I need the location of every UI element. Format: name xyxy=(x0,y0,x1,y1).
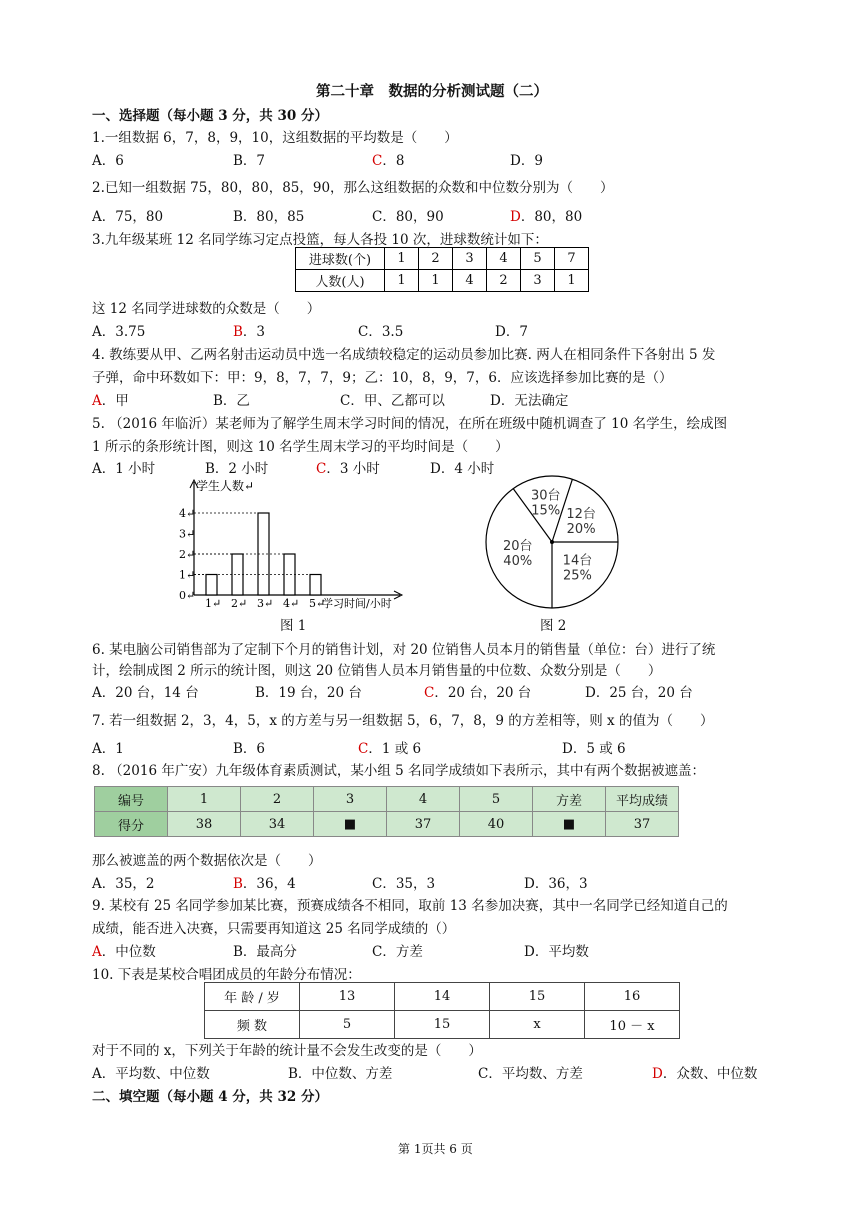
q10-option-c: C．平均数、方差 xyxy=(478,1066,583,1082)
question-10-stem: 10. 下表是某校合唱团成员的年龄分布情况： xyxy=(92,967,361,983)
pie-center-dot xyxy=(550,540,554,544)
question-5-line1: 5. （2016 年临沂）某老师为了解学生周末学习时间的情况，在所在班级中随机调查了 10 名学生，绘成图 xyxy=(92,416,728,432)
question-4-line1: 4. 教练要从甲、乙两名射击运动员中选一名成绩较稳定的运动员参加比赛. 两人在相同条件下各射出 5 发 xyxy=(92,347,716,363)
question-6-line2: 计，绘制成图 2 所示的统计图，则这 20 位销售人员本月销售量的中位数、众数分别是（ ） xyxy=(92,663,662,679)
q4-option-c: C．甲、乙都可以 xyxy=(340,393,445,409)
answer-mark: B xyxy=(233,324,243,340)
figure-1-caption: 图 1 xyxy=(280,618,307,634)
pie-slice-percent: 20% xyxy=(566,521,596,537)
pie-slice-percent: 25% xyxy=(563,568,592,584)
section-heading-choice: 一、选择题（每小题 3 分，共 30 分） xyxy=(92,108,328,124)
q5-option-b: B．2 小时 xyxy=(205,461,269,477)
q2-option-d: D．80，80 xyxy=(510,209,583,225)
q9-option-b: B．最高分 xyxy=(233,944,297,960)
q6-option-c: C．20 台，20 台 xyxy=(424,685,532,701)
q10-table: 年 龄 / 岁 13 14 15 16 频 数 5 15 x 10 － x xyxy=(204,982,680,1039)
question-3-stem: 3.九年级某班 12 名同学练习定点投篮，每人各投 10 次，进球数统计如下： xyxy=(92,232,548,248)
q1-option-d: D．9 xyxy=(510,153,543,169)
answer-mark: A xyxy=(92,944,102,960)
pie-slice-label: 12台 xyxy=(566,506,596,522)
question-6-line1: 6. 某电脑公司销售部为了定制下个月的销售计划，对 20 位销售人员本月的销售量（单位：台）进行了统 xyxy=(92,642,716,658)
q10-option-d: D．众数、中位数 xyxy=(652,1066,758,1082)
bar xyxy=(232,554,243,595)
question-1-stem: 1.一组数据 6，7，8，9，10，这组数据的平均数是（ ） xyxy=(92,130,458,146)
question-8-stem: 8. （2016 年广安）九年级体育素质测试，某小组 5 名同学成绩如下表所示，其中有两个数据被遮盖： xyxy=(92,763,705,779)
q5-option-d: D．4 小时 xyxy=(430,461,495,477)
y-tick-label: 2↵ xyxy=(179,548,196,561)
q8-option-a: A．35，2 xyxy=(92,876,155,892)
q9-option-c: C．方差 xyxy=(372,944,423,960)
q8-question: 那么被遮盖的两个数据依次是（ ） xyxy=(92,853,322,869)
q3-option-a: A．3.75 xyxy=(92,324,146,340)
pie-slice-label: 30台 xyxy=(530,488,561,504)
pie-slice-percent: 15% xyxy=(531,503,561,519)
q8-option-d: D．36，3 xyxy=(524,876,588,892)
question-4-line2: 子弹，命中环数如下：甲：9，8，7，7，9；乙：10，8，9，7，6．应该选择参加比赛的是（） xyxy=(92,370,673,386)
q1-option-a: A．6 xyxy=(92,153,124,169)
q7-option-a: A．1 xyxy=(92,741,124,757)
q8-option-b: B．36，4 xyxy=(233,876,296,892)
q6-option-d: D．25 台，20 台 xyxy=(585,685,693,701)
q5-option-a: A．1 小时 xyxy=(92,461,156,477)
q2-option-c: C．80，90 xyxy=(372,209,444,225)
q6-option-b: B．19 台，20 台 xyxy=(255,685,362,701)
answer-mark: C xyxy=(316,461,327,477)
q7-option-c: C．1 或 6 xyxy=(358,741,422,757)
answer-mark: D xyxy=(510,209,521,225)
answer-mark: C xyxy=(424,685,435,701)
q2-option-b: B．80，85 xyxy=(233,209,305,225)
question-2-stem: 2.已知一组数据 75，80，80，85，90，那么这组数据的众数和中位数分别为（ ） xyxy=(92,180,614,196)
answer-mark: B xyxy=(233,876,243,892)
x-axis-label: 学习时间/小时 xyxy=(322,597,392,610)
bar xyxy=(284,554,295,595)
figure-2-caption: 图 2 xyxy=(540,618,567,634)
q7-option-b: B．6 xyxy=(233,741,266,757)
q3-question: 这 12 名同学进球数的众数是（ ） xyxy=(92,301,321,317)
y-tick-label: 3↵ xyxy=(179,527,196,541)
q8-option-c: C．35，3 xyxy=(372,876,436,892)
answer-mark: D xyxy=(652,1066,663,1082)
q4-option-a: A．甲 xyxy=(92,393,129,409)
q1-option-b: B．7 xyxy=(233,153,266,169)
question-7-stem: 7. 若一组数据 2，3，4，5，x 的方差与另一组数据 5，6，7，8，9 的方差相等，则 x 的值为（ ） xyxy=(92,713,714,729)
x-tick-label: 1↵ xyxy=(205,597,222,610)
question-5-line2: 1 所示的条形统计图，则这 10 名学生周末学习的平均时间是（ ） xyxy=(92,439,509,455)
answer-mark: C xyxy=(372,153,383,169)
q10-option-a: A．平均数、中位数 xyxy=(92,1066,210,1082)
q3-option-d: D．7 xyxy=(495,324,528,340)
page-footer: 第 1页共 6 页 xyxy=(398,1142,473,1156)
q4-option-b: B．乙 xyxy=(213,393,250,409)
page-title: 第二十章 数据的分析测试题（二） xyxy=(316,83,548,100)
q9-option-a: A．中位数 xyxy=(92,944,156,960)
q6-option-a: A．20 台，14 台 xyxy=(92,685,199,701)
figure-1-bar-chart xyxy=(172,476,412,611)
q2-option-a: A．75，80 xyxy=(92,209,164,225)
q3-option-c: C．3.5 xyxy=(358,324,404,340)
answer-mark: C xyxy=(358,741,369,757)
q3-table: 进球数(个) 1 2 3 4 5 7 人数(人) 1 1 4 2 3 1 xyxy=(295,247,589,292)
y-tick-label: 0↵ xyxy=(179,589,196,602)
q10-question: 对于不同的 x，下列关于年龄的统计量不会发生改变的是（ ） xyxy=(92,1043,482,1059)
figure-2-pie-chart xyxy=(484,474,624,614)
section-heading-fill: 二、填空题（每小题 4 分，共 32 分） xyxy=(92,1089,328,1105)
q1-option-c: C．8 xyxy=(372,153,405,169)
y-tick-label: 1↵ xyxy=(179,568,196,582)
bar xyxy=(206,575,217,596)
q9-option-d: D．平均数 xyxy=(524,944,589,960)
pie-slice-percent: 40% xyxy=(503,554,533,570)
y-axis-label: 学生人数↵ xyxy=(196,479,255,493)
answer-mark: A xyxy=(92,393,102,409)
q7-option-d: D．5 或 6 xyxy=(562,741,626,757)
question-9-line1: 9. 某校有 25 名同学参加某比赛，预赛成绩各不相同，取前 13 名参加决赛，其中一名同学已经知道自己的 xyxy=(92,898,728,914)
pie-slice-label: 14台 xyxy=(562,553,593,569)
x-tick-label: 3↵ xyxy=(257,597,274,610)
q4-option-d: D．无法确定 xyxy=(490,393,569,409)
pie-slice-label: 20台 xyxy=(502,539,533,555)
q10-option-b: B．中位数、方差 xyxy=(288,1066,393,1082)
x-tick-label: 2↵ xyxy=(231,597,248,610)
q3-option-b: B．3 xyxy=(233,324,266,340)
x-tick-label: 5↵ xyxy=(309,597,326,610)
q8-table: 编号 1 2 3 4 5 方差 平均成绩 得分 38 34 ■ 37 40 ■ 37 xyxy=(94,786,679,837)
y-tick-label: 4↵ xyxy=(179,507,196,520)
bar xyxy=(310,575,321,596)
x-tick-label: 4↵ xyxy=(283,597,300,610)
q5-option-c: C．3 小时 xyxy=(316,461,380,477)
question-9-line2: 成绩，能否进入决赛，只需要再知道这 25 名同学成绩的（） xyxy=(92,921,456,937)
